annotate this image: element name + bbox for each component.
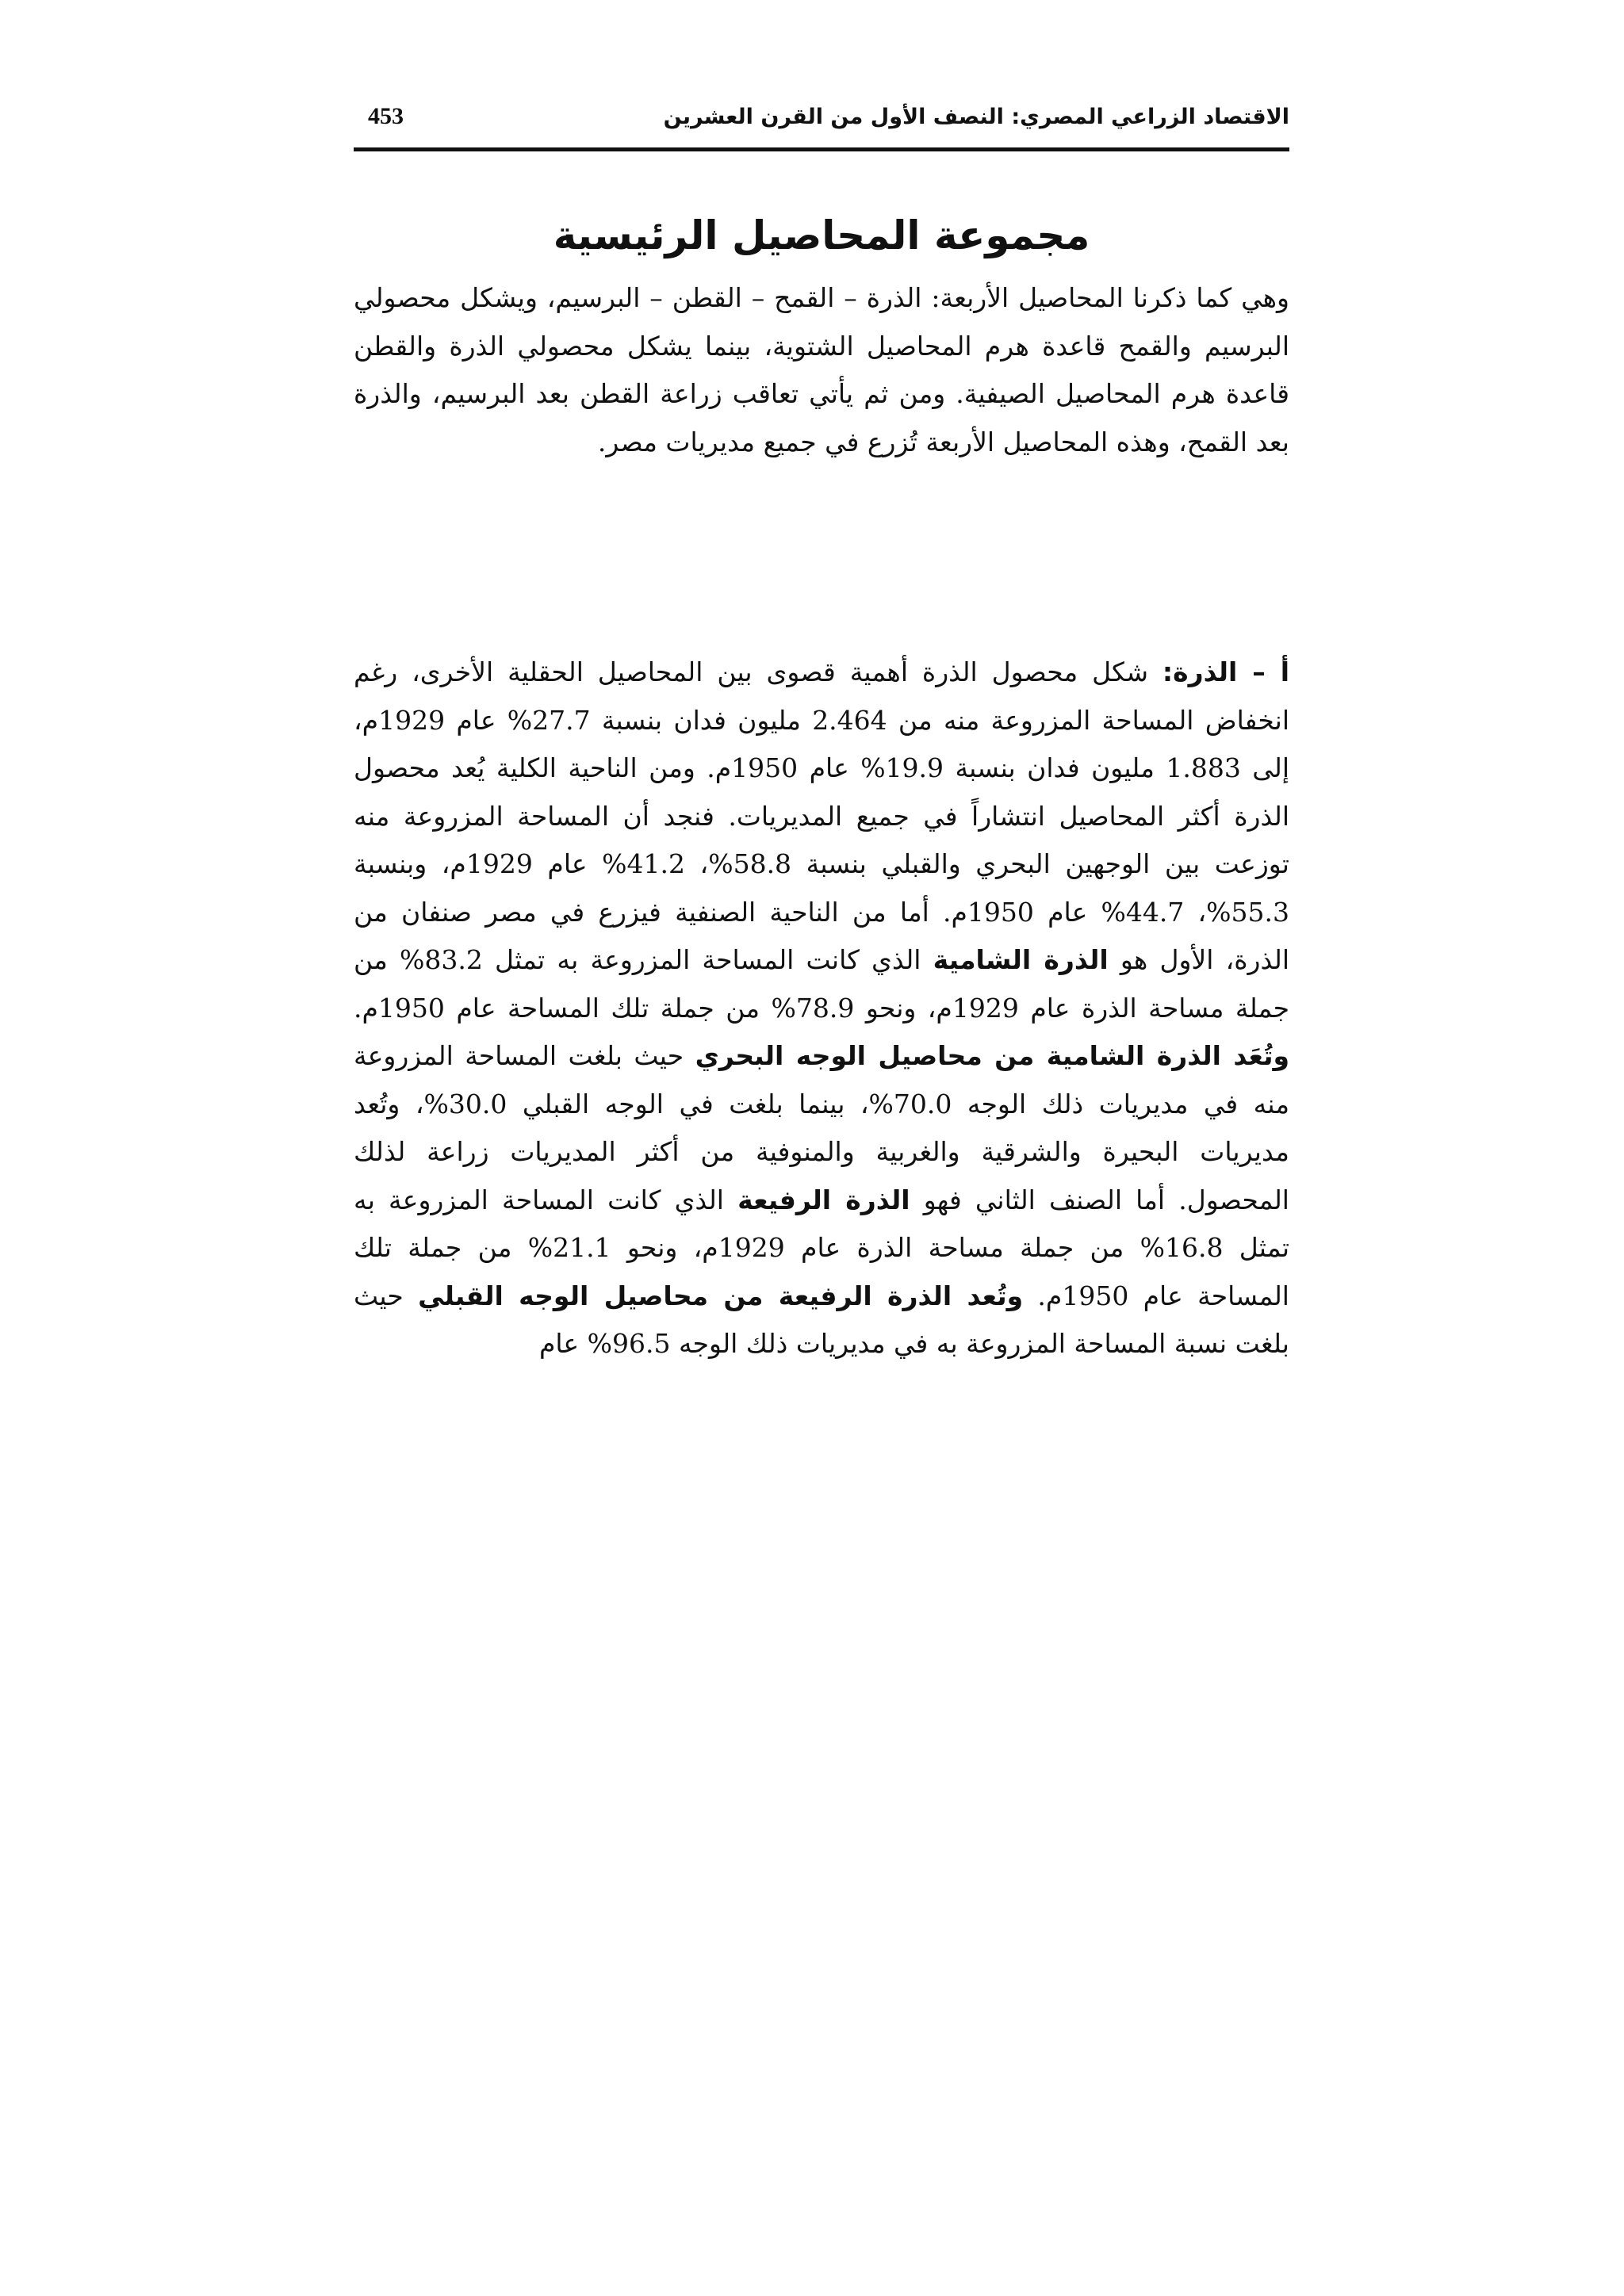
corn-text-part-1: شكل محصول الذرة أهمية قصوى بين المحاصيل الحقلية الأخرى، رغم انخفاض المساحة المزروعة منه من 2.464 مليون فدان بنسبة 27.7% عام 1929م، إلى 1.883 مليون فدان بنسبة 19.9% عام 1950م. ومن الناحية الكلية يُعد محصول الذرة أكثر المحاصيل انتشاراً في جميع المديريات. فنجد أن المساحة المزروعة منه توزعت بين الوجهين البحري والقبلي بنسبة 58.8%، 41.2% عام 1929م، وبنسبة 55.3%، 44.7% عام 1950م. أما من الناحية الصنفية فيزرع في مصر صنفان من الذرة، الأول هو <box>354 656 1290 975</box>
yellow-corn-term: الذرة الشامية <box>933 944 1109 975</box>
corn-text-part-5: حيث بلغت نسبة المساحة المزروعة به في مديريات ذلك الوجه 96.5% عام <box>354 1280 1289 1359</box>
corn-section-label: أ – الذرة: <box>1162 656 1290 687</box>
page-number: 453 <box>368 103 404 129</box>
corn-paragraph <box>354 649 1289 1368</box>
intro-paragraph: وهي كما ذكرنا المحاصيل الأربعة: الذرة – القمح – القطن – البرسيم، ويشكل محصولي البرسيم والقمح قاعدة هرم المحاصيل الشتوية، بينما يشكل محصولي الذرة والقطن قاعدة هرم المحاصيل الصيفية. ومن ثم يأتي تعاقب زراعة القطن بعد البرسيم، والذرة بعد القمح، وهذه المحاصيل الأربعة تُزرع في جميع مديريات مصر. <box>354 282 1289 457</box>
section-title: مجموعة المحاصيل الرئيسية <box>553 212 1090 258</box>
running-header-title: الاقتصاد الزراعي المصري: النصف الأول من القرن العشرين <box>663 105 1289 129</box>
sorghum-term: الذرة الرفيعة <box>737 1184 910 1215</box>
page-header <box>354 101 1289 151</box>
yellow-corn-region-statement: وتُعَد الذرة الشامية من محاصيل الوجه البحري <box>695 1040 1290 1071</box>
corn-text-part-2: الذي كانت المساحة المزروعة به تمثل 83.2% من جملة مساحة الذرة عام 1929م، ونحو 78.9% من جملة تلك المساحة عام 1950م. <box>354 944 1290 1024</box>
corn-text-part-3: حيث بلغت المساحة المزروعة منه في مديريات ذلك الوجه 70.0%، بينما بلغت في الوجه القبلي 30.0%، وتُعد مديريات البحيرة والشرقية والغربية والمنوفية من أكثر المديريات زراعة لذلك المحصول. أما الصنف الثاني فهو <box>354 1040 1290 1215</box>
sorghum-region-statement: وتُعد الذرة الرفيعة من محاصيل الوجه القبلي <box>418 1280 1024 1311</box>
corn-text-part-4: الذي كانت المساحة المزروعة به تمثل 16.8% من جملة مساحة الذرة عام 1929م، ونحو 21.1% من جملة تلك المساحة عام 1950م. <box>354 1184 1289 1311</box>
